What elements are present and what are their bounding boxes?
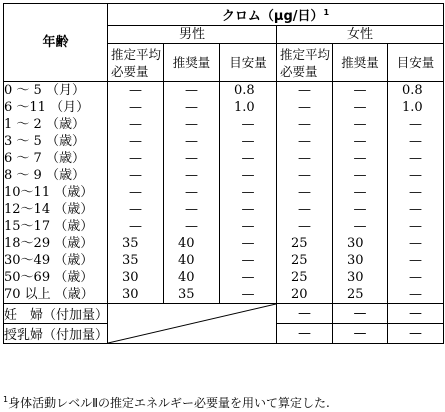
- value-cell-f-ai: —: [388, 150, 444, 167]
- value-cell-m-ai: —: [220, 167, 277, 184]
- table-row: [4, 184, 444, 201]
- age-cell: 1 〜 2 （歳）: [4, 116, 108, 133]
- value-cell-f-rda: —: [333, 133, 388, 150]
- value-cell-f-ear: —: [277, 82, 333, 100]
- age-cell: 70 以上 （歳）: [4, 286, 108, 304]
- value-cell-m-ear: —: [108, 133, 164, 150]
- age-cell: 6 〜11 （月）: [4, 99, 108, 116]
- value-cell-f-ear: 25: [277, 269, 333, 286]
- value-cell-m-rda: 40: [164, 252, 220, 269]
- value-cell-m-ear: —: [108, 167, 164, 184]
- age-cell: 50〜69 （歳）: [4, 269, 108, 286]
- value-cell-f-rda: —: [333, 201, 388, 218]
- value-cell-f-ai: —: [388, 324, 444, 344]
- male-ai-header: 目安量: [220, 44, 277, 82]
- value-cell-f-ear: 25: [277, 235, 333, 252]
- value-cell-f-ear: 25: [277, 252, 333, 269]
- value-cell-m-ai: —: [220, 150, 277, 167]
- male-not-applicable-diagonal: [108, 304, 277, 344]
- male-header: 男性: [108, 26, 277, 44]
- value-cell-m-rda: —: [164, 150, 220, 167]
- value-cell-m-rda: —: [164, 218, 220, 235]
- value-cell-m-ear: —: [108, 201, 164, 218]
- male-ear-header: 推定平均 必要量: [108, 44, 164, 82]
- value-cell-m-ear: —: [108, 150, 164, 167]
- table-row: [4, 133, 444, 150]
- value-cell-f-ear: —: [277, 150, 333, 167]
- value-cell-f-ai: —: [388, 304, 444, 324]
- value-cell-m-ai: —: [220, 269, 277, 286]
- age-cell: 18〜29 （歳）: [4, 235, 108, 252]
- value-cell-m-ai: —: [220, 235, 277, 252]
- value-cell-m-ai: —: [220, 184, 277, 201]
- value-cell-m-rda: 40: [164, 235, 220, 252]
- value-cell-m-rda: —: [164, 184, 220, 201]
- value-cell-f-ear: —: [277, 184, 333, 201]
- table-row: [4, 252, 444, 269]
- value-cell-f-rda: —: [333, 167, 388, 184]
- value-cell-m-rda: 35: [164, 286, 220, 304]
- value-cell-f-ear: —: [277, 218, 333, 235]
- value-cell-m-ai: —: [220, 218, 277, 235]
- value-cell-f-ai: —: [388, 218, 444, 235]
- table-row-extra: [4, 304, 444, 324]
- value-cell-m-ear: —: [108, 184, 164, 201]
- value-cell-f-rda: —: [333, 116, 388, 133]
- value-cell-f-rda: —: [333, 82, 388, 100]
- diagonal-line: [108, 304, 276, 343]
- age-cell: 3 〜 5 （歳）: [4, 133, 108, 150]
- age-header: 年齢: [4, 4, 108, 82]
- value-cell-m-ear: —: [108, 82, 164, 100]
- value-cell-m-rda: —: [164, 82, 220, 100]
- value-cell-m-rda: —: [164, 133, 220, 150]
- age-cell: 6 〜 7 （歳）: [4, 150, 108, 167]
- value-cell-m-rda: 40: [164, 269, 220, 286]
- extra-row-label: 妊 婦（付加量）: [4, 304, 108, 324]
- value-cell-f-rda: —: [333, 218, 388, 235]
- value-cell-m-rda: —: [164, 99, 220, 116]
- value-cell-m-ai: —: [220, 116, 277, 133]
- age-cell: 8 〜 9 （歳）: [4, 167, 108, 184]
- value-cell-m-ear: 35: [108, 235, 164, 252]
- value-cell-m-ear: 30: [108, 269, 164, 286]
- age-cell: 10〜11 （歳）: [4, 184, 108, 201]
- table-row: [4, 218, 444, 235]
- table-row: [4, 269, 444, 286]
- table-row: [4, 167, 444, 184]
- age-cell: 12〜14 （歳）: [4, 201, 108, 218]
- value-cell-f-ai: —: [388, 252, 444, 269]
- value-cell-m-ai: 0.8: [220, 82, 277, 100]
- value-cell-f-ear: —: [277, 99, 333, 116]
- footnote: $^1$身体活動レベルⅡの推定エネルギー必要量を用いて算定した.: [3, 395, 330, 410]
- value-cell-m-ear: 35: [108, 252, 164, 269]
- value-cell-f-ai: —: [388, 201, 444, 218]
- value-cell-m-ai: 1.0: [220, 99, 277, 116]
- value-cell-m-ai: —: [220, 201, 277, 218]
- female-rda-header: 推奨量: [333, 44, 388, 82]
- value-cell-f-ai: —: [388, 167, 444, 184]
- value-cell-f-rda: 30: [333, 235, 388, 252]
- table-row: [4, 116, 444, 133]
- age-cell: 0 〜 5 （月）: [4, 82, 108, 100]
- value-cell-f-rda: —: [333, 304, 388, 324]
- value-cell-f-rda: 30: [333, 252, 388, 269]
- value-cell-m-ear: —: [108, 116, 164, 133]
- value-cell-m-ai: —: [220, 286, 277, 304]
- value-cell-f-ear: —: [277, 201, 333, 218]
- value-cell-f-ai: —: [388, 116, 444, 133]
- value-cell-f-ai: —: [388, 133, 444, 150]
- value-cell-f-ai: —: [388, 269, 444, 286]
- value-cell-m-ear: —: [108, 99, 164, 116]
- female-ai-header: 目安量: [388, 44, 444, 82]
- value-cell-f-ai: —: [388, 184, 444, 201]
- value-cell-f-ear: —: [277, 167, 333, 184]
- value-cell-f-ai: 0.8: [388, 82, 444, 100]
- value-cell-f-ai: 1.0: [388, 99, 444, 116]
- table-row: [4, 235, 444, 252]
- value-cell-f-rda: 30: [333, 269, 388, 286]
- value-cell-f-ear: —: [277, 304, 333, 324]
- value-cell-f-ai: —: [388, 286, 444, 304]
- value-cell-f-ear: —: [277, 116, 333, 133]
- chromium-intake-table: [3, 3, 444, 344]
- value-cell-m-ai: —: [220, 133, 277, 150]
- age-cell: 15〜17 （歳）: [4, 218, 108, 235]
- value-cell-f-rda: 25: [333, 286, 388, 304]
- table-row: [4, 286, 444, 304]
- value-cell-m-rda: —: [164, 116, 220, 133]
- value-cell-f-rda: —: [333, 324, 388, 344]
- nutrient-title: クロム（μg/日）$^1$: [108, 4, 444, 26]
- value-cell-f-rda: —: [333, 184, 388, 201]
- value-cell-f-ear: 20: [277, 286, 333, 304]
- value-cell-f-rda: —: [333, 150, 388, 167]
- value-cell-m-ear: 30: [108, 286, 164, 304]
- value-cell-f-ear: —: [277, 324, 333, 344]
- table-row: [4, 150, 444, 167]
- value-cell-f-ai: —: [388, 235, 444, 252]
- age-cell: 30〜49 （歳）: [4, 252, 108, 269]
- value-cell-f-rda: —: [333, 99, 388, 116]
- female-ear-header: 推定平均 必要量: [277, 44, 333, 82]
- value-cell-m-ear: —: [108, 218, 164, 235]
- table-row: [4, 99, 444, 116]
- value-cell-m-ai: —: [220, 252, 277, 269]
- value-cell-m-rda: —: [164, 167, 220, 184]
- male-rda-header: 推奨量: [164, 44, 220, 82]
- extra-row-label: 授乳婦（付加量）: [4, 324, 108, 344]
- table-row: [4, 201, 444, 218]
- value-cell-m-rda: —: [164, 201, 220, 218]
- table-row: [4, 82, 444, 100]
- female-header: 女性: [277, 26, 444, 44]
- value-cell-f-ear: —: [277, 133, 333, 150]
